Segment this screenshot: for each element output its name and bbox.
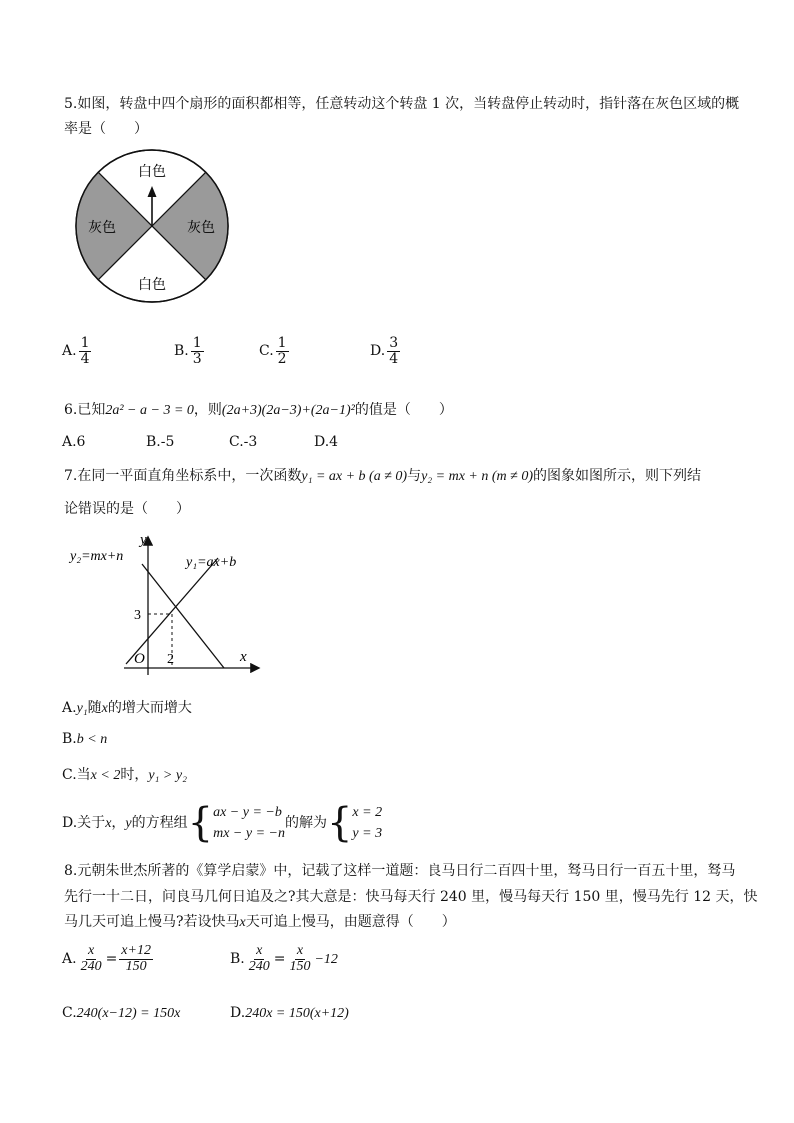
q8-text-line3: 马几天可追上慢马?若设快马x天可追上慢马，由题意得（ ） [64, 914, 456, 930]
q8-option-a[interactable]: A. $\frac{x}{240}$ = $\frac{x+12}{150}$ [62, 943, 151, 974]
q7-text-line2: 论错误的是（ ） [64, 501, 190, 517]
q7-linear-graph [66, 530, 266, 675]
q6-option-c[interactable]: C.-3 [229, 434, 258, 450]
spinner-label-right: 灰色 [187, 220, 215, 236]
q5-option-a[interactable]: A. $\frac{1}{4}$ [62, 335, 90, 367]
q6-option-a[interactable]: A.6 [62, 434, 86, 450]
q7-option-d[interactable]: D.关于x，y的方程组{ ax − y = −b mx − y = −n 的解为{ x = 2 y = 3 [62, 800, 383, 846]
origin-label: O [134, 651, 145, 667]
q5-text-line1: 5.如图，转盘中四个扇形的面积都相等，任意转动这个转盘 1 次，当转盘停止转动时，指针落在灰色区域的概 [64, 96, 740, 112]
q6-text: 6.已知2a² − a − 3 = 0，则(2a+3)(2a−3)+(2a−1)²的值是（ ） [64, 402, 453, 418]
q8-option-b[interactable]: B. $\frac{x}{240}$ = $\frac{x}{150}$ −12 [230, 943, 338, 974]
q5-option-c[interactable]: C. $\frac{1}{2}$ [259, 335, 287, 367]
tick-label-3: 3 [134, 608, 141, 623]
tick-label-2: 2 [167, 652, 174, 667]
q7-option-b[interactable]: B.b < n [62, 731, 108, 747]
label-y1: y₁=ax+b [186, 555, 237, 570]
q5-option-d[interactable]: D. $\frac{3}{4}$ [370, 335, 399, 367]
q7-option-a[interactable]: A.y₁随x的增大而增大 [62, 700, 192, 716]
q7-option-c[interactable]: C.当x < 2时，y₁ > y₂ [62, 767, 187, 783]
q6-option-b[interactable]: B.-5 [146, 434, 175, 450]
spinner-label-left: 灰色 [88, 220, 116, 236]
q5-text-line2: 率是（ ） [64, 121, 148, 137]
q8-option-c[interactable]: C.240(x−12) = 150x [62, 1005, 181, 1021]
q5-spinner-figure [74, 146, 234, 306]
q6-option-d[interactable]: D.4 [314, 434, 339, 450]
line-y2 [142, 564, 224, 668]
label-y2: y₂=mx+n [70, 549, 124, 564]
q8-text-line1: 8.元朝朱世杰所著的《算学启蒙》中，记载了这样一道题：良马日行二百四十里，驽马日行一百五十里，驽马 [64, 863, 736, 879]
q7-text-line1: 7.在同一平面直角坐标系中，一次函数y₁ = ax + b (a ≠ 0)与y₂ = mx + n (m ≠ 0)的图象如图所示，则下列结 [64, 468, 701, 484]
x-axis-label: x [240, 649, 247, 665]
q8-text-line2: 先行一十二日，问良马几何日追及之?其大意是：快马每天行 240 里，慢马每天行 150 里，慢马先行 12 天，快 [64, 889, 758, 905]
y-axis-label: y [140, 532, 147, 548]
spinner-label-bottom: 白色 [138, 277, 166, 293]
spinner-label-top: 白色 [138, 164, 166, 180]
q8-option-d[interactable]: D.240x = 150(x+12) [230, 1005, 349, 1021]
q5-option-b[interactable]: B. $\frac{1}{3}$ [174, 335, 202, 367]
